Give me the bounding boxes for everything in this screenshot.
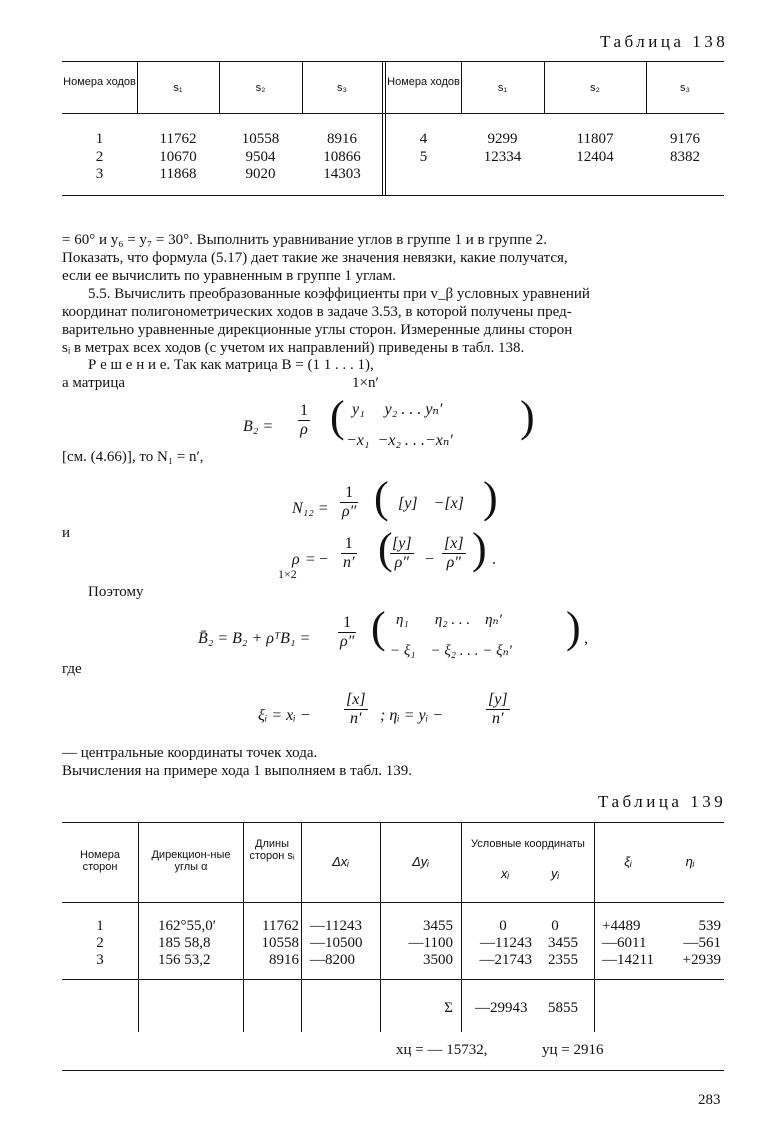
left-paren: (: [371, 603, 386, 652]
formula-rho-frac: [341, 535, 357, 572]
frac-den: ρ″: [340, 633, 355, 650]
t139-header-eta: ηᵢ: [685, 854, 695, 869]
t138-header-s3: s₃: [337, 82, 347, 94]
formula-B2-lhs: B₂ =: [243, 418, 274, 435]
formula-Bbar-frac: [338, 614, 356, 651]
table-139-body-rule: [62, 979, 724, 980]
t139-header-cond: Условные координаты: [471, 838, 585, 850]
text-line: = 60° и y₆ = y₇ = 30°. Выполнить уравнивание углов в группе 1 и в группе 2.: [62, 232, 547, 248]
formula-rho-frac-x: [442, 535, 466, 572]
formula-rho-lhs: ρ: [292, 551, 300, 568]
frac-num: 1: [341, 535, 357, 554]
t138-header-num-right: Номера ходов: [387, 76, 460, 88]
formula-Bbar-row2: − ξ₁ − ξ₂ . . . − ξₙ′: [390, 643, 512, 659]
t138-cell: 10866: [323, 149, 361, 165]
formula-Bbar-row1: η₁ η₂ . . . ηₙ′: [396, 612, 502, 628]
right-paren: ): [520, 392, 535, 441]
t138-vline-double: [382, 62, 383, 195]
t138-cell: 9504: [245, 149, 276, 165]
formula-B2-row2: −x₁ −x₂ . . .−xₙ′: [346, 432, 453, 449]
right-paren: ): [483, 473, 498, 522]
formula-rho-dims: 1×2: [278, 567, 297, 581]
frac-den: ρ: [300, 421, 308, 438]
left-paren: (: [378, 524, 393, 573]
t139-cell: 3500: [423, 952, 453, 968]
text-line: и: [62, 525, 71, 541]
t138-cell: 11807: [576, 131, 614, 147]
frac-den: ρ″: [394, 554, 409, 571]
t139-cell: 156 53,2: [158, 952, 211, 968]
t138-cell: 9020: [245, 166, 276, 182]
text-line: Вычисления на примере хода 1 выполняем в табл. 139.: [62, 763, 413, 779]
t139-centroid-x: xц = — 15732,: [396, 1042, 488, 1058]
t139-cell: —1100: [408, 935, 453, 951]
frac-num: [y]: [392, 535, 412, 552]
t139-cell: —8200: [310, 952, 355, 968]
text-line: если ее вычислить по уравненным в группе 1 углам.: [62, 268, 396, 284]
t139-cell: 1: [96, 918, 104, 934]
t138-cell: 4: [419, 131, 428, 147]
text-line: 5.5. Вычислить преобразованные коэффициенты при v_β условных уравнений: [88, 286, 590, 302]
t138-cell: 12404: [576, 149, 614, 165]
frac-den: ρ″: [342, 503, 357, 520]
t139-cell: —11243: [480, 935, 532, 951]
t139-cell: —14211: [602, 952, 654, 968]
formula-xi-lhs: ξᵢ = xᵢ −: [258, 707, 311, 724]
table-139-bottom-rule: [62, 1070, 724, 1071]
t139-cell: +4489: [602, 918, 641, 934]
t139-header-dx: Δxᵢ: [332, 854, 349, 869]
t138-header-s3-right: s₃: [680, 82, 690, 94]
table-138-caption: Таблица 138: [600, 32, 729, 51]
table-138-header-rule: [62, 113, 724, 114]
frac-num: 1: [340, 484, 358, 503]
t139-header-cx: xᵢ: [500, 866, 510, 881]
t138-cell: 8916: [327, 131, 357, 147]
t139-cell: +2939: [682, 952, 721, 968]
text-line: sᵢ в метрах всех ходов (с учетом их направлений) приведены в табл. 138.: [62, 340, 525, 356]
frac-num: [y]: [488, 691, 508, 708]
t139-cell: 2355: [548, 952, 578, 968]
frac-den: n′: [343, 554, 355, 571]
t139-cell: 3455: [548, 935, 578, 951]
table-139-header-rule: [62, 902, 724, 903]
text-line: Р е ш е н и е. Так как матрица B = (1 1 . . . 1),: [88, 357, 374, 373]
t139-cell: 3: [96, 952, 104, 968]
t139-centroid-y: yц = 2916: [542, 1042, 604, 1058]
t139-header-dir: Дирекцион-ные углы α: [151, 849, 231, 873]
formula-rho-minus: −: [425, 551, 435, 568]
t138-cell: 12334: [483, 149, 522, 165]
text-line: координат полигонометрических ходов в задаче 3.53, в которой получены пред-: [62, 304, 572, 320]
t139-sum-x: —29943: [475, 1000, 528, 1016]
t138-cell: 8382: [670, 149, 700, 165]
t138-cell: 11868: [159, 166, 197, 182]
t139-cell: —21743: [479, 952, 532, 968]
formula-N12-lhs: N₁₂ =: [292, 500, 329, 517]
t139-cell: 3455: [423, 918, 453, 934]
t138-cell: 3: [95, 166, 104, 182]
text-line: — центральные координаты точек хода.: [62, 745, 318, 761]
t138-cell: 10670: [159, 149, 197, 165]
text-line: Показать, что формула (5.17) дает такие же значения невязки, какие получатся,: [62, 250, 568, 266]
t139-cell: 185 58,8: [158, 935, 211, 951]
t139-header-dy: Δyᵢ: [412, 854, 429, 869]
page-number: 283: [698, 1092, 721, 1108]
t139-header-len: Длины сторон sᵢ: [249, 838, 295, 862]
table-138-bottom-rule: [62, 195, 724, 196]
t138-cell: 14303: [323, 166, 361, 182]
matrix-dims: 1×n′: [352, 375, 379, 391]
frac-den: ρ″: [446, 554, 461, 571]
left-paren: (: [374, 473, 389, 522]
t139-vline: [594, 823, 595, 1032]
formula-Bbar-comma: ,: [584, 630, 588, 647]
frac-den: n′: [492, 710, 504, 727]
t138-cell: 1: [95, 131, 104, 147]
t139-cell: —11243: [310, 918, 362, 934]
t138-cell: 9299: [487, 131, 518, 147]
t139-cell: 2: [96, 935, 104, 951]
t139-cell: 0: [551, 918, 559, 934]
t139-header-cy: yᵢ: [550, 866, 560, 881]
table-138-top-rule: [62, 61, 724, 62]
t139-header-num: Номера сторон: [80, 849, 120, 873]
t138-cell: 11762: [159, 131, 197, 147]
formula-N12-frac: [340, 484, 358, 521]
frac-num: [x]: [346, 691, 366, 708]
t138-cell: 2: [95, 149, 104, 165]
table-139-caption: Таблица 139: [598, 792, 727, 811]
t139-cell: 10558: [261, 935, 299, 951]
formula-eta-lhs: ; ηᵢ = yᵢ −: [380, 707, 444, 724]
formula-Bbar-lhs: B̄₂ = B₂ + ρᵀB₁ =: [198, 630, 311, 647]
t139-cell: 8916: [269, 952, 299, 968]
frac-num: 1: [338, 614, 356, 633]
text-line: а матрица: [62, 375, 126, 391]
t138-header-s1-right: s₁: [497, 82, 508, 94]
t139-cell: —6011: [602, 935, 647, 951]
text-line: Поэтому: [88, 584, 144, 600]
t139-vline: [461, 823, 462, 1032]
left-paren: (: [330, 392, 345, 441]
t139-cell: —561: [683, 935, 721, 951]
t139-cell: 11762: [262, 918, 299, 934]
t139-header-xi: ξᵢ: [624, 854, 632, 869]
right-paren: ): [566, 603, 581, 652]
text-line: где: [62, 661, 82, 677]
t139-sum-symbol: Σ: [444, 1000, 453, 1016]
t138-header-num: Номера ходов: [63, 76, 136, 88]
formula-xi-frac: [344, 691, 368, 728]
t138-cell: 5: [419, 149, 428, 165]
formula-B2-frac: [298, 402, 310, 439]
formula-B2-row1: y₁ y₂ . . . yₙ′: [352, 401, 443, 418]
formula-N12-body: [y] −[x]: [398, 495, 464, 512]
table-139-top-rule: [62, 822, 724, 823]
t138-header-s1: s₁: [173, 82, 183, 94]
t139-cell: 162°55,0′: [158, 918, 217, 934]
right-paren: ): [472, 524, 487, 573]
frac-den: n′: [350, 710, 362, 727]
t139-vline: [301, 823, 302, 1032]
formula-rho-eq: = −: [306, 551, 329, 568]
t139-vline: [138, 823, 139, 1032]
t139-sum-y: 5855: [548, 1000, 578, 1016]
frac-num: 1: [300, 402, 308, 419]
text-line: варительно уравненные дирекционные углы сторон. Измеренные длины сторон: [62, 322, 573, 338]
t139-cell: 539: [698, 918, 721, 934]
frac-num: [x]: [444, 535, 464, 552]
t139-cell: 0: [499, 918, 507, 934]
t138-header-s2: s₂: [255, 82, 266, 94]
t138-cell: 9176: [670, 131, 700, 147]
text-line: [см. (4.66)], то N₁ = n′,: [62, 449, 204, 465]
formula-rho-frac-y: [390, 535, 414, 572]
t138-header-s2-right: s₂: [590, 82, 600, 94]
formula-rho-dot: .: [492, 551, 496, 568]
t138-cell: 10558: [241, 131, 280, 147]
t139-cell: —10500: [310, 935, 363, 951]
formula-eta-frac: [486, 691, 510, 728]
